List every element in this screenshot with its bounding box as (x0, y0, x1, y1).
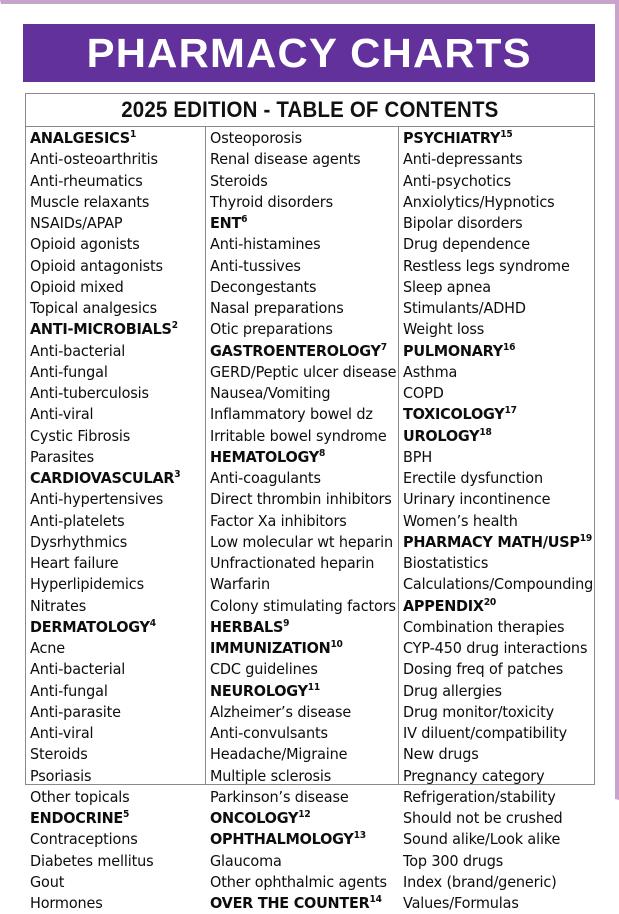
toc-entry-label: Diabetes mellitus (30, 851, 154, 870)
toc-entry[interactable] (210, 128, 389, 149)
toc-entry-label: IV diluent/compatibility (403, 724, 568, 742)
toc-entry-label: Alzheimer’s disease (210, 702, 352, 721)
toc-section-heading[interactable] (30, 468, 196, 489)
toc-entry[interactable] (30, 787, 196, 808)
toc-entry-label: IMMUNIZATION (210, 639, 331, 657)
toc-entry-superscript: 8 (318, 447, 326, 459)
toc-entry-label: Direct thrombin inhibitors (210, 490, 392, 509)
toc-entry-superscript: 17 (504, 405, 517, 417)
toc-entry-label: Parkinson’s disease (210, 787, 349, 806)
toc-section-heading[interactable] (210, 808, 389, 829)
toc-section-heading[interactable] (210, 447, 389, 468)
toc-entry-label: CARDIOVASCULAR (30, 469, 175, 487)
toc-entry-label: Anti-rheumatics (30, 171, 143, 190)
toc-entry[interactable] (210, 553, 389, 574)
toc-entry-label: Headache/Migraine (210, 745, 348, 764)
toc-entry-superscript: 14 (369, 893, 382, 905)
toc-entry-superscript: 20 (483, 596, 497, 608)
toc-entry[interactable] (30, 426, 196, 447)
toc-entry[interactable] (403, 511, 584, 532)
toc-entry[interactable] (210, 319, 389, 340)
toc-entry-label: ENDOCRINE (30, 809, 124, 827)
toc-entry-label: Factor Xa inhibitors (210, 511, 347, 530)
toc-entry-superscript: 3 (174, 468, 181, 480)
toc-entry-label: Thyroid disorders (210, 192, 333, 211)
toc-entry[interactable] (210, 468, 389, 489)
toc-entry-label: Top 300 drugs (403, 851, 504, 870)
edition-subtitle: 2025 EDITION - TABLE OF CONTENTS (121, 97, 499, 122)
table-of-contents-table (25, 93, 595, 912)
toc-entry-label: APPENDIX (403, 596, 484, 615)
toc-entry[interactable] (403, 277, 584, 298)
toc-entry[interactable] (210, 596, 396, 617)
toc-entry-label: Otic preparations (210, 320, 333, 339)
toc-entry[interactable] (30, 383, 196, 404)
toc-entry-label: Acne (30, 639, 66, 657)
table-header-row (26, 94, 594, 127)
toc-entry[interactable] (210, 489, 392, 510)
toc-entry[interactable] (30, 872, 196, 893)
toc-entry[interactable] (403, 638, 588, 659)
toc-entry-superscript: 13 (353, 830, 366, 842)
toc-entry[interactable] (210, 766, 389, 787)
toc-entry-label: Anti-tussives (210, 256, 301, 275)
toc-entry-label: Women’s health (403, 511, 518, 530)
toc-section-heading[interactable] (30, 128, 196, 149)
toc-entry[interactable] (403, 787, 584, 808)
toc-entry-label: Unfractionated heparin (210, 554, 375, 572)
toc-entry-label: Pregnancy category (403, 766, 545, 785)
toc-entry[interactable] (30, 404, 196, 425)
toc-entry-label: Sound alike/Look alike (403, 830, 561, 849)
toc-section-heading[interactable] (403, 341, 584, 362)
toc-entry-superscript: 12 (298, 808, 311, 820)
toc-entry-label: Anti-platelets (30, 511, 125, 530)
toc-entry-superscript: 5 (123, 808, 130, 820)
toc-entry[interactable] (210, 511, 389, 532)
toc-entry-label: Anti-viral (30, 405, 94, 424)
toc-entry-label: Values/Formulas (403, 894, 519, 912)
toc-entry-label: Anti-hypertensives (30, 490, 164, 509)
toc-entry[interactable] (403, 383, 584, 404)
toc-entry-label: Contraceptions (30, 830, 138, 849)
toc-column-1 (26, 127, 206, 912)
toc-entry[interactable] (210, 192, 389, 213)
toc-entry[interactable] (30, 638, 196, 659)
toc-column-3 (399, 127, 594, 912)
toc-entry-superscript: 10 (330, 638, 343, 650)
toc-section-heading[interactable] (210, 681, 389, 702)
toc-entry-label: Steroids (30, 745, 88, 764)
toc-entry-label: Bipolar disorders (403, 214, 523, 232)
toc-section-heading[interactable] (210, 213, 389, 234)
toc-entry[interactable] (210, 277, 389, 298)
toc-entry[interactable] (30, 447, 196, 468)
toc-entry-label: Anti-fungal (30, 362, 108, 381)
toc-entry-label: CDC guidelines (210, 660, 318, 679)
toc-entry[interactable] (30, 298, 196, 319)
toc-entry[interactable] (210, 149, 389, 170)
toc-entry[interactable] (30, 893, 196, 914)
toc-entry-label: Parasites (30, 447, 94, 466)
toc-entry-label: Drug monitor/toxicity (403, 702, 554, 721)
toc-entry-label: OVER THE COUNTER (210, 894, 370, 912)
toc-entry-superscript: 1 (129, 128, 137, 140)
toc-entry-label: UROLOGY (403, 426, 480, 445)
toc-entry-label: Urinary incontinence (403, 490, 551, 509)
toc-entry-label: New drugs (403, 745, 479, 764)
toc-section-heading[interactable] (403, 426, 584, 447)
toc-entry[interactable] (403, 171, 584, 192)
toc-entry-label: Low molecular wt heparin (210, 532, 393, 551)
toc-entry[interactable] (403, 659, 584, 680)
toc-entry-label: Muscle relaxants (30, 192, 150, 211)
toc-entry-label: Restless legs syndrome (403, 256, 570, 275)
toc-section-heading[interactable] (210, 617, 389, 638)
toc-entry[interactable] (403, 574, 594, 595)
toc-entry-label: Weight loss (403, 320, 485, 339)
toc-entry-label: Nausea/Vomiting (210, 384, 331, 402)
toc-section-heading[interactable] (403, 404, 584, 425)
toc-entry-label: Hormones (30, 894, 103, 912)
toc-section-heading[interactable] (30, 617, 196, 638)
toc-entry[interactable] (210, 659, 389, 680)
toc-entry-superscript: 6 (241, 213, 248, 225)
toc-entry[interactable] (403, 192, 584, 213)
toc-entry[interactable] (210, 702, 389, 723)
toc-entry-label: Topical analgesics (30, 299, 158, 317)
page-title: PHARMACY CHARTS (86, 29, 532, 76)
toc-entry-superscript: 2 (171, 320, 178, 332)
toc-entry-superscript: 19 (579, 532, 592, 544)
toc-entry-label: Anti-coagulants (210, 469, 321, 487)
toc-entry[interactable] (210, 787, 389, 808)
toc-entry-label: Nitrates (30, 596, 87, 615)
toc-entry-label: Renal disease agents (210, 150, 361, 169)
toc-entry[interactable] (210, 362, 397, 383)
toc-entry[interactable] (210, 298, 389, 319)
toc-entry-label: Anti-viral (30, 724, 94, 742)
toc-section-heading[interactable] (403, 532, 592, 553)
toc-column-2 (206, 127, 399, 912)
toc-entry[interactable] (30, 362, 196, 383)
toc-entry[interactable] (210, 872, 389, 893)
toc-section-heading[interactable] (403, 596, 584, 617)
toc-entry-label: Irritable bowel syndrome (210, 426, 387, 445)
toc-entry-label: COPD (403, 384, 444, 402)
toc-entry-label: NEUROLOGY (210, 681, 308, 700)
toc-entry-label: Anti-fungal (30, 681, 108, 700)
toc-entry-label: ONCOLOGY (210, 809, 299, 827)
toc-entry[interactable] (30, 681, 196, 702)
toc-entry[interactable] (403, 213, 584, 234)
toc-entry[interactable] (403, 744, 584, 765)
toc-entry-label: ANTI-MICROBIALS (30, 320, 172, 339)
toc-entry[interactable] (403, 298, 584, 319)
toc-entry[interactable] (30, 702, 196, 723)
toc-entry-label: Hyperlipidemics (30, 575, 144, 594)
toc-entry-label: Calculations/Compounding (403, 575, 594, 594)
toc-entry[interactable] (403, 723, 584, 744)
toc-entry[interactable] (403, 872, 584, 893)
toc-entry-label: Anti-tuberculosis (30, 384, 149, 402)
toc-entry[interactable] (30, 596, 196, 617)
toc-section-heading[interactable] (30, 319, 196, 340)
toc-entry-superscript: 7 (380, 341, 387, 353)
toc-entry-label: HEMATOLOGY (210, 447, 319, 466)
toc-entry-label: BPH (403, 447, 433, 466)
toc-entry-superscript: 16 (502, 341, 516, 353)
toc-entry-label: Anti-parasite (30, 702, 121, 721)
toc-section-heading[interactable] (210, 341, 389, 362)
toc-entry-label: Anti-psychotics (403, 171, 511, 190)
toc-entry-label: HERBALS (210, 617, 284, 636)
toc-entry-label: Multiple sclerosis (210, 766, 332, 785)
toc-entry[interactable] (210, 404, 389, 425)
toc-entry-label: GERD/Peptic ulcer disease (210, 362, 397, 381)
toc-entry[interactable] (403, 553, 584, 574)
toc-entry[interactable] (210, 426, 389, 447)
toc-entry-label: DERMATOLOGY (30, 617, 150, 636)
toc-section-heading[interactable] (210, 893, 389, 914)
toc-entry[interactable] (403, 893, 584, 914)
toc-entry-label: Anti-histamines (210, 235, 321, 254)
toc-entry[interactable] (403, 617, 584, 638)
toc-entry[interactable] (210, 574, 389, 595)
toc-entry[interactable] (210, 234, 389, 255)
toc-entry-label: OPHTHALMOLOGY (210, 830, 354, 849)
toc-section-heading[interactable] (210, 638, 389, 659)
toc-entry[interactable] (210, 383, 389, 404)
toc-entry-label: Heart failure (30, 554, 119, 572)
toc-entry-label: NSAIDs/APAP (30, 214, 123, 232)
toc-entry[interactable] (30, 766, 196, 787)
toc-entry-label: Dosing freq of patches (403, 660, 564, 679)
toc-entry-superscript: 18 (479, 426, 492, 438)
toc-entry[interactable] (30, 234, 196, 255)
toc-entry-label: Drug dependence (403, 235, 531, 254)
toc-entry-label: PULMONARY (403, 341, 503, 360)
toc-entry-label: Opioid antagonists (30, 256, 163, 275)
toc-entry[interactable] (30, 256, 196, 277)
toc-entry-label: PSYCHIATRY (403, 129, 501, 147)
toc-entry[interactable] (403, 256, 584, 277)
toc-entry[interactable] (403, 489, 584, 510)
toc-entry[interactable] (403, 702, 584, 723)
toc-entry-label: Osteoporosis (210, 129, 303, 147)
toc-entry-label: Opioid agonists (30, 235, 140, 254)
toc-entry-label: Drug allergies (403, 681, 502, 700)
toc-entry-label: Combination therapies (403, 617, 565, 636)
toc-entry-label: Anti-convulsants (210, 724, 328, 742)
toc-entry[interactable] (403, 149, 584, 170)
toc-entry-label: Other topicals (30, 787, 130, 806)
toc-entry-label: Warfarin (210, 575, 270, 594)
toc-entry-label: Decongestants (210, 277, 317, 296)
toc-entry[interactable] (210, 171, 389, 192)
toc-entry[interactable] (30, 851, 196, 872)
toc-entry[interactable] (210, 723, 389, 744)
toc-entry-label: Stimulants/ADHD (403, 299, 526, 317)
toc-entry-label: Anti-bacterial (30, 341, 126, 360)
toc-entry[interactable] (403, 468, 584, 489)
toc-entry[interactable] (30, 489, 196, 510)
toc-entry[interactable] (30, 213, 196, 234)
toc-entry-label: Nasal preparations (210, 299, 344, 317)
toc-entry[interactable] (210, 256, 389, 277)
toc-entry-label: GASTROENTEROLOGY (210, 341, 381, 360)
toc-section-heading[interactable] (403, 128, 584, 149)
toc-entry[interactable] (30, 744, 196, 765)
toc-entry-label: Index (brand/generic) (403, 872, 557, 891)
toc-entry-label: Colony stimulating factors (210, 596, 396, 615)
toc-entry[interactable] (210, 532, 393, 553)
toc-entry-superscript: 9 (283, 617, 290, 629)
toc-entry-superscript: 15 (500, 128, 513, 140)
toc-entry-label: Should not be crushed (403, 809, 563, 827)
toc-entry[interactable] (210, 851, 389, 872)
toc-entry-label: Anti-bacterial (30, 660, 126, 679)
toc-entry-label: Opioid mixed (30, 277, 124, 296)
toc-entry[interactable] (30, 192, 196, 213)
toc-entry-label: Dysrhythmics (30, 532, 128, 551)
toc-entry-superscript: 4 (149, 617, 156, 629)
toc-entry[interactable] (30, 574, 196, 595)
title-banner (23, 24, 595, 82)
toc-entry[interactable] (30, 171, 196, 192)
toc-entry[interactable] (403, 766, 584, 787)
toc-entry[interactable] (30, 532, 196, 553)
toc-entry-label: Steroids (210, 171, 268, 190)
toc-entry[interactable] (30, 829, 196, 850)
toc-entry-label: Other ophthalmic agents (210, 872, 387, 891)
toc-entry-label: Refrigeration/stability (403, 787, 556, 806)
toc-entry-label: CYP-450 drug interactions (403, 639, 588, 657)
toc-entry-label: Biostatistics (403, 554, 489, 572)
toc-entry-label: Cystic Fibrosis (30, 426, 131, 445)
toc-entry[interactable] (403, 808, 584, 829)
toc-entry-label: ENT (210, 214, 242, 232)
toc-entry[interactable] (30, 277, 196, 298)
toc-section-heading[interactable] (30, 808, 196, 829)
toc-entry[interactable] (403, 319, 584, 340)
toc-section-heading[interactable] (210, 829, 389, 850)
toc-entry-label: Asthma (403, 362, 458, 381)
toc-entry-label: Anxiolytics/Hypnotics (403, 192, 555, 211)
toc-columns (26, 127, 594, 912)
toc-entry[interactable] (403, 362, 584, 383)
toc-entry-label: Psoriasis (30, 766, 92, 785)
toc-entry[interactable] (403, 681, 584, 702)
toc-entry-label: PHARMACY MATH/USP (403, 532, 580, 551)
toc-entry[interactable] (403, 447, 584, 468)
toc-entry[interactable] (210, 744, 389, 765)
toc-entry-label: Inflammatory bowel dz (210, 405, 373, 424)
toc-entry-label: Anti-depressants (403, 150, 523, 169)
toc-entry-label: Gout (30, 872, 65, 891)
toc-entry[interactable] (30, 553, 196, 574)
toc-entry-label: Anti-osteoarthritis (30, 150, 158, 169)
toc-entry-label: TOXICOLOGY (403, 405, 505, 424)
toc-entry-label: ANALGESICS (30, 129, 130, 147)
toc-entry-label: Erectile dysfunction (403, 469, 543, 487)
toc-entry[interactable] (30, 659, 196, 680)
toc-entry[interactable] (30, 341, 196, 362)
toc-entry[interactable] (403, 234, 584, 255)
toc-entry[interactable] (30, 149, 196, 170)
toc-entry[interactable] (30, 723, 196, 744)
toc-entry-label: Glaucoma (210, 851, 282, 870)
toc-entry[interactable] (30, 511, 196, 532)
toc-entry-superscript: 11 (307, 681, 321, 693)
toc-entry[interactable] (403, 851, 584, 872)
toc-entry-label: Sleep apnea (403, 277, 491, 296)
toc-entry[interactable] (403, 829, 584, 850)
